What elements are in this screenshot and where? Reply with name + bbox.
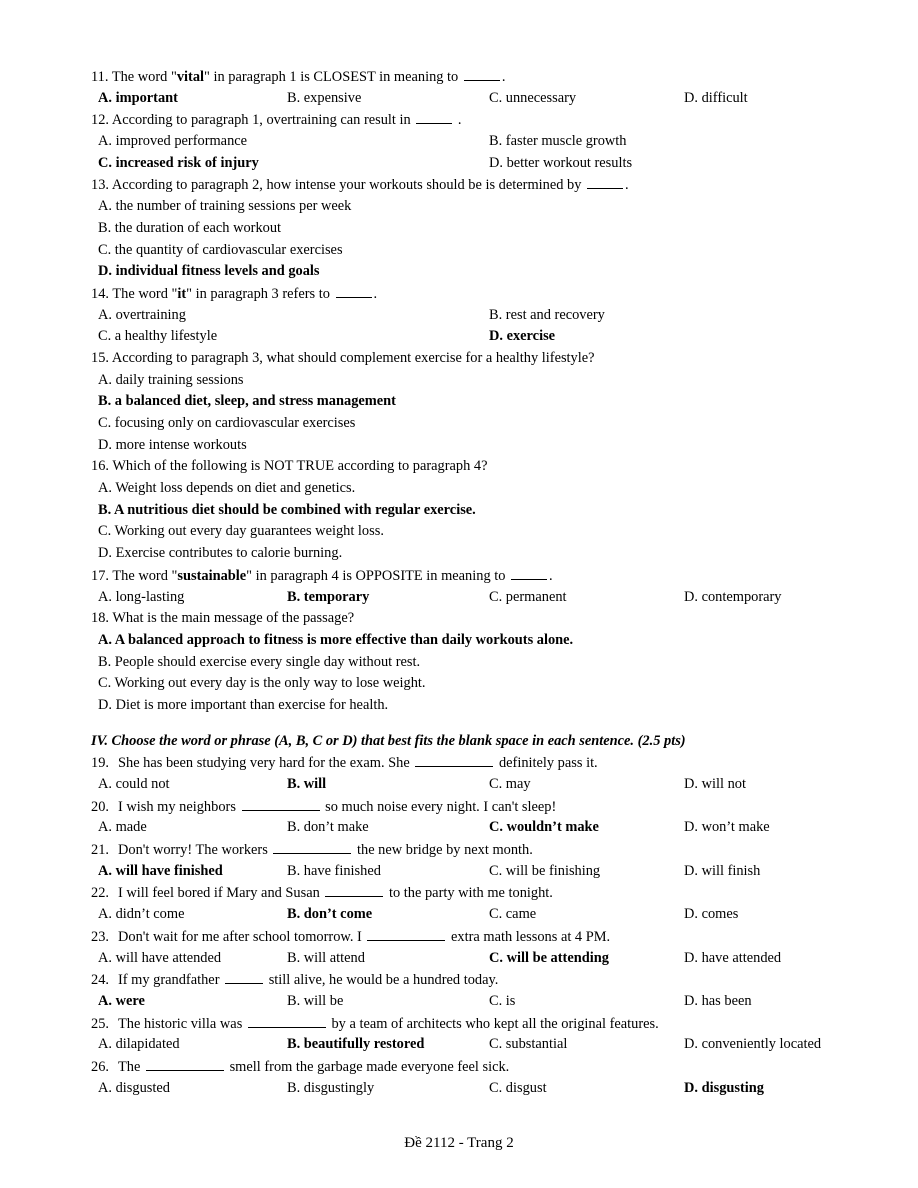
answer-option: B. will be — [287, 992, 344, 1009]
answer-option: D. difficult — [684, 89, 748, 106]
answer-option: C. substantial — [489, 1036, 568, 1053]
question-end: by a team of architects who kept all the original features. — [327, 1015, 659, 1032]
answer-option: C. is — [489, 992, 516, 1009]
answer-blank — [225, 969, 263, 984]
question-text: According to paragraph 2, how intense your workouts should be is determined by — [111, 177, 586, 194]
answer-option: A. will have attended — [98, 949, 222, 966]
answer-option: A. Weight loss depends on diet and genetics. — [98, 480, 356, 497]
question-stem — [0, 882, 918, 904]
question-text-cont: " in paragraph 3 refers to — [186, 285, 334, 302]
answer-option: D. disgusting — [684, 1079, 764, 1096]
options-row — [0, 948, 918, 970]
answer-option: C. may — [489, 776, 531, 792]
question-stem — [0, 796, 918, 818]
answer-option: C. unnecessary — [489, 89, 577, 106]
options-row — [0, 153, 918, 175]
question-number: 19. — [91, 755, 109, 772]
answer-option: D. comes — [684, 906, 739, 923]
options-row — [0, 652, 918, 674]
question-text: The word " — [111, 69, 177, 85]
question-number: 18. — [91, 610, 109, 627]
question-number: 26. — [91, 1058, 109, 1075]
question-number: 15. — [91, 349, 109, 366]
options-row — [0, 673, 918, 695]
options-row — [0, 305, 918, 327]
question-number: 23. — [91, 928, 109, 945]
question-stem — [0, 1013, 918, 1035]
question-stem — [0, 839, 918, 861]
options-row — [0, 326, 918, 348]
answer-blank — [587, 174, 623, 189]
question-stem — [0, 348, 918, 370]
question-stem — [0, 926, 918, 948]
question-text: The word " — [112, 285, 178, 302]
answer-option: D. more intense workouts — [98, 436, 247, 453]
question-end: extra math lessons at 4 PM. — [447, 928, 611, 945]
answer-option: D. better workout results — [489, 154, 633, 171]
answer-option: C. a healthy lifestyle — [98, 328, 218, 345]
answer-option: A. disgusted — [98, 1079, 170, 1096]
question-text-cont: " in paragraph 4 is OPPOSITE in meaning to — [246, 567, 510, 584]
question-end: . — [373, 285, 378, 302]
answer-option: D. Diet is more important than exercise for health. — [98, 696, 389, 713]
answer-option: A. dilapidated — [98, 1036, 180, 1053]
answer-option: B. rest and recovery — [489, 306, 605, 323]
question-text: The historic villa was — [118, 1015, 246, 1032]
answer-option: D. exercise — [489, 328, 556, 345]
options-row — [0, 500, 918, 522]
answer-option: C. came — [489, 906, 537, 923]
answer-option: A. daily training sessions — [98, 371, 244, 388]
options-row — [0, 817, 918, 839]
question-end: . — [625, 177, 629, 194]
question-stem — [0, 109, 918, 131]
answer-option: B. will attend — [287, 949, 365, 966]
answer-option: A. were — [98, 992, 145, 1009]
answer-option: C. wouldn’t make — [489, 819, 599, 836]
answer-option: D. will not — [684, 776, 746, 792]
options-row — [0, 478, 918, 500]
keyword: it — [177, 285, 187, 302]
answer-option: D. contemporary — [684, 588, 782, 605]
question-stem — [0, 66, 918, 88]
answer-option: B. don’t come — [287, 906, 373, 923]
section-title: IV. Choose the word or phrase (A, B, C or D) that best fits the blank space in each sentence. (2.5 pts) — [91, 732, 686, 749]
answer-option: A. important — [98, 89, 178, 106]
answer-option: B. faster muscle growth — [489, 133, 627, 150]
question-text: The word " — [112, 567, 178, 584]
options-row — [0, 695, 918, 717]
options-row — [0, 196, 918, 218]
answer-blank — [336, 283, 372, 298]
answer-option: D. has been — [684, 992, 752, 1009]
answer-option: A. made — [98, 819, 147, 836]
options-row — [0, 435, 918, 457]
options-row — [0, 543, 918, 565]
answer-option: D. will finish — [684, 862, 761, 879]
options-row — [0, 131, 918, 153]
options-row — [0, 218, 918, 240]
question-text: Don't wait for me after school tomorrow. I — [118, 928, 366, 945]
question-text: Don't worry! The workers — [118, 842, 272, 859]
options-row — [0, 991, 918, 1013]
answer-option: C. disgust — [489, 1079, 547, 1096]
answer-option: C. will be finishing — [489, 862, 601, 879]
options-row — [0, 904, 918, 926]
answer-blank — [273, 839, 351, 854]
answer-option: B. the duration of each workout — [98, 219, 282, 236]
question-number: 20. — [91, 798, 109, 815]
question-stem — [0, 565, 918, 587]
answer-blank — [242, 796, 320, 811]
page-footer: Đề 2112 - Trang 2 — [404, 1135, 514, 1151]
answer-blank — [146, 1056, 224, 1071]
answer-option: C. permanent — [489, 588, 567, 605]
question-text: Which of the following is NOT TRUE according to paragraph 4? — [112, 458, 488, 475]
question-text: She has been studying very hard for the exam. She — [118, 755, 414, 772]
question-end: . — [549, 567, 553, 584]
question-end: still alive, he would be a hundred today. — [265, 972, 499, 989]
answer-option: A. didn’t come — [98, 906, 185, 923]
answer-blank — [248, 1013, 326, 1028]
answer-option: B. People should exercise every single day without rest. — [98, 653, 421, 670]
options-row — [0, 88, 918, 110]
keyword: vital — [176, 69, 205, 85]
question-end: . — [454, 112, 462, 129]
question-stem — [0, 1056, 918, 1078]
answer-option: C. increased risk of injury — [98, 154, 259, 171]
answer-option: B. expensive — [287, 89, 362, 106]
question-stem — [0, 283, 918, 305]
exam-page — [0, 66, 918, 1099]
question-number: 11. — [91, 69, 109, 85]
question-text: I wish my neighbors — [118, 798, 240, 815]
answer-option: C. Working out every day is the only way to lose weight. — [98, 675, 426, 692]
question-stem — [0, 456, 918, 478]
answer-option: D. have attended — [684, 949, 782, 966]
question-number: 14. — [91, 285, 109, 302]
question-end: . — [501, 69, 506, 85]
answer-option: B. beautifully restored — [287, 1036, 425, 1053]
answer-option: D. conveniently located — [684, 1036, 822, 1053]
question-stem — [0, 174, 918, 196]
answer-option: D. won’t make — [684, 819, 770, 836]
question-stem — [0, 969, 918, 991]
answer-blank — [367, 926, 445, 941]
question-number: 21. — [91, 842, 109, 859]
options-row — [0, 1034, 918, 1056]
question-stem — [0, 608, 918, 630]
answer-blank — [464, 66, 500, 81]
question-text: If my grandfather — [118, 972, 224, 989]
answer-option: A. the number of training sessions per week — [98, 198, 352, 215]
answer-option: B. don’t make — [287, 819, 369, 836]
question-end: to the party with me tonight. — [385, 885, 553, 902]
answer-blank — [416, 109, 452, 124]
question-number: 16. — [91, 458, 109, 475]
question-end: so much noise every night. I can't sleep! — [321, 798, 557, 815]
keyword: sustainable — [177, 567, 247, 584]
options-row — [0, 261, 918, 283]
answer-option: D. individual fitness levels and goals — [98, 263, 320, 280]
answer-option: A. overtraining — [98, 306, 186, 323]
options-row — [0, 370, 918, 392]
options-row — [0, 774, 918, 796]
answer-option: C. will be attending — [489, 949, 609, 966]
question-text: According to paragraph 3, what should complement exercise for a healthy lifestyle? — [111, 349, 595, 366]
options-row — [0, 413, 918, 435]
question-text: The — [118, 1058, 144, 1075]
question-text: I will feel bored if Mary and Susan — [118, 885, 324, 902]
answer-blank — [511, 565, 547, 580]
answer-option: A. could not — [98, 776, 170, 792]
answer-option: C. the quantity of cardiovascular exercises — [98, 241, 343, 258]
answer-option: A. A balanced approach to fitness is more effective than daily workouts alone. — [98, 631, 574, 648]
options-row — [0, 1078, 918, 1100]
options-row — [0, 861, 918, 883]
options-row — [0, 391, 918, 413]
answer-option: C. focusing only on cardiovascular exercises — [98, 415, 356, 431]
question-number: 25. — [91, 1015, 109, 1032]
answer-option: B. have finished — [287, 862, 381, 879]
answer-option: B. a balanced diet, sleep, and stress management — [98, 393, 396, 410]
section-spacer — [0, 717, 918, 731]
options-row — [0, 240, 918, 262]
answer-option: C. Working out every day guarantees weight loss. — [98, 523, 384, 540]
question-number: 12. — [91, 112, 109, 129]
question-end: smell from the garbage made everyone feel sick. — [225, 1058, 510, 1075]
answer-blank — [415, 752, 493, 767]
question-stem — [0, 752, 918, 774]
question-text: According to paragraph 1, overtraining can result in — [111, 112, 415, 129]
question-number: 13. — [91, 177, 109, 194]
question-text: What is the main message of the passage? — [112, 610, 355, 627]
answer-option: B. disgustingly — [287, 1079, 375, 1096]
options-row — [0, 587, 918, 609]
answer-option: B. temporary — [287, 588, 370, 605]
question-end: definitely pass it. — [495, 755, 598, 772]
answer-blank — [325, 882, 383, 897]
question-number: 17. — [91, 567, 109, 584]
question-end: the new bridge by next month. — [353, 842, 533, 859]
answer-option: B. A nutritious diet should be combined with regular exercise. — [98, 501, 476, 518]
answer-option: A. long-lasting — [98, 588, 185, 605]
options-row — [0, 521, 918, 543]
question-text-cont: " in paragraph 1 is CLOSEST in meaning to — [204, 69, 462, 85]
answer-option: A. improved performance — [98, 133, 248, 150]
answer-option: B. will — [287, 776, 327, 792]
options-row — [0, 630, 918, 652]
question-number: 22. — [91, 885, 109, 902]
answer-option: A. will have finished — [98, 862, 223, 879]
question-number: 24. — [91, 972, 109, 989]
answer-option: D. Exercise contributes to calorie burning. — [98, 545, 343, 562]
